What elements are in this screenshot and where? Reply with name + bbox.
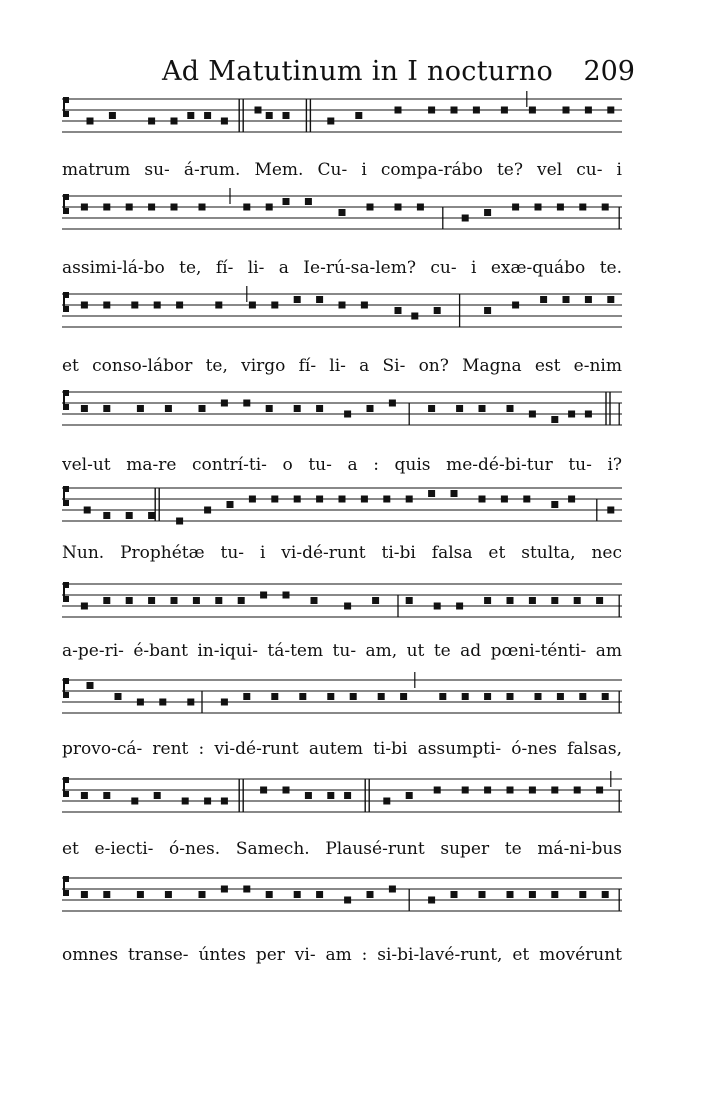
neume-note: [501, 107, 508, 114]
neume-note: [165, 891, 172, 898]
neume-note: [283, 112, 290, 119]
staff-svg: [62, 775, 622, 823]
chant-staff-4: [62, 388, 622, 436]
neume-note: [137, 405, 144, 412]
c-clef-icon: [63, 582, 69, 602]
neume-note: [602, 891, 609, 898]
neume-note: [103, 302, 110, 309]
lyric-line-wrap: [62, 738, 622, 762]
neume-note: [596, 597, 603, 604]
page-title: Ad Matutinum in I nocturno: [162, 56, 554, 87]
neume-note: [339, 209, 346, 216]
neume-note: [131, 302, 138, 309]
neume-note: [551, 787, 558, 794]
neume-note: [395, 307, 402, 314]
lyric-line-wrap: [62, 355, 622, 379]
lyric-line-wrap: [62, 257, 622, 281]
neume-note: [271, 496, 278, 503]
neume-note: [193, 597, 200, 604]
neume-note: [574, 597, 581, 604]
lyric-line-2: assimi-lá-bo te, fí- li- a Ie-rú-sa-lem? cu- i exæ-quábo te.: [62, 258, 622, 278]
neume-note: [266, 204, 273, 211]
neume-note: [585, 107, 592, 114]
lyric-line-5: Nun. Prophétæ tu- i vi-dé-runt ti-bi falsa et stulta, nec: [62, 543, 622, 563]
neume-note: [400, 693, 407, 700]
neume-note: [551, 597, 558, 604]
chant-staff-5: [62, 484, 622, 532]
staff-svg: [62, 95, 622, 143]
lyric-line-1: matrum su- á-rum. Mem. Cu- i compa-rábo te? vel cu- i: [62, 160, 622, 180]
neume-note: [103, 891, 110, 898]
neume-note: [103, 512, 110, 519]
neume-note: [215, 597, 222, 604]
lyric-line-wrap: [62, 159, 622, 183]
neume-note: [507, 693, 514, 700]
neume-note: [367, 891, 374, 898]
neume-note: [551, 416, 558, 423]
neume-note: [451, 891, 458, 898]
neume-note: [148, 512, 155, 519]
neume-note: [316, 405, 323, 412]
neume-note: [154, 302, 161, 309]
neume-note: [87, 682, 94, 689]
neume-note: [187, 699, 194, 706]
neume-note: [283, 592, 290, 599]
chant-staff-8: [62, 676, 622, 724]
neume-note: [602, 204, 609, 211]
neume-note: [361, 302, 368, 309]
neume-note: [507, 787, 514, 794]
neume-note: [255, 107, 262, 114]
neume-note: [484, 787, 491, 794]
neume-note: [507, 405, 514, 412]
neume-note: [243, 400, 250, 407]
neume-note: [221, 400, 228, 407]
neume-note: [294, 891, 301, 898]
neume-note: [103, 405, 110, 412]
neume-note: [563, 107, 570, 114]
c-clef-icon: [63, 678, 69, 698]
page-header: [62, 52, 635, 92]
neume-note: [574, 787, 581, 794]
neume-note: [84, 507, 91, 514]
neume-note: [344, 411, 351, 418]
neume-note: [103, 597, 110, 604]
neume-note: [551, 891, 558, 898]
neume-note: [456, 603, 463, 610]
neume-note: [529, 107, 536, 114]
neume-note: [540, 296, 547, 303]
neume-note: [361, 496, 368, 503]
neume-note: [383, 496, 390, 503]
neume-note: [221, 699, 228, 706]
neume-note: [473, 107, 480, 114]
staff-svg: [62, 484, 622, 532]
neume-note: [484, 693, 491, 700]
neume-note: [221, 798, 228, 805]
neume-note: [87, 118, 94, 125]
neume-note: [607, 296, 614, 303]
lyric-line-wrap: [62, 454, 622, 478]
neume-note: [428, 897, 435, 904]
neume-note: [344, 603, 351, 610]
neume-note: [428, 490, 435, 497]
neume-note: [479, 405, 486, 412]
neume-note: [529, 597, 536, 604]
neume-note: [327, 693, 334, 700]
neume-note: [344, 897, 351, 904]
c-clef-icon: [63, 194, 69, 214]
neume-note: [176, 518, 183, 525]
neume-note: [579, 693, 586, 700]
neume-note: [451, 107, 458, 114]
neume-note: [199, 405, 206, 412]
neume-note: [271, 693, 278, 700]
neume-note: [389, 400, 396, 407]
neume-note: [176, 302, 183, 309]
neume-note: [81, 302, 88, 309]
neume-note: [367, 405, 374, 412]
neume-note: [479, 496, 486, 503]
neume-note: [484, 209, 491, 216]
neume-note: [579, 891, 586, 898]
neume-note: [294, 405, 301, 412]
neume-note: [137, 891, 144, 898]
neume-note: [81, 891, 88, 898]
neume-note: [159, 699, 166, 706]
neume-note: [355, 112, 362, 119]
neume-note: [367, 204, 374, 211]
neume-note: [339, 496, 346, 503]
neume-note: [165, 405, 172, 412]
neume-note: [305, 198, 312, 205]
c-clef-icon: [63, 486, 69, 506]
neume-note: [607, 507, 614, 514]
neume-note: [462, 215, 469, 222]
neume-note: [199, 204, 206, 211]
neume-note: [395, 204, 402, 211]
neume-note: [434, 307, 441, 314]
neume-note: [311, 597, 318, 604]
neume-note: [187, 112, 194, 119]
neume-note: [299, 693, 306, 700]
neume-note: [316, 891, 323, 898]
neume-note: [227, 501, 234, 508]
neume-note: [260, 787, 267, 794]
neume-note: [484, 597, 491, 604]
neume-note: [103, 204, 110, 211]
neume-note: [249, 302, 256, 309]
neume-note: [568, 496, 575, 503]
neume-note: [327, 118, 334, 125]
neume-note: [126, 204, 133, 211]
neume-note: [171, 204, 178, 211]
staff-svg: [62, 290, 622, 338]
neume-note: [316, 296, 323, 303]
neume-note: [243, 693, 250, 700]
c-clef-icon: [63, 97, 69, 117]
lyric-line-wrap: [62, 944, 622, 968]
neume-note: [523, 496, 530, 503]
staff-svg: [62, 676, 622, 724]
neume-note: [204, 507, 211, 514]
neume-note: [456, 405, 463, 412]
chant-staff-7: [62, 580, 622, 628]
neume-note: [81, 405, 88, 412]
neume-note: [126, 597, 133, 604]
neume-note: [204, 112, 211, 119]
neume-note: [563, 296, 570, 303]
neume-note: [266, 112, 273, 119]
chant-staff-1: [62, 95, 622, 143]
neume-note: [350, 693, 357, 700]
neume-note: [462, 693, 469, 700]
neume-note: [462, 787, 469, 794]
neume-note: [484, 307, 491, 314]
neume-note: [529, 411, 536, 418]
neume-note: [243, 204, 250, 211]
neume-note: [109, 112, 116, 119]
neume-note: [535, 693, 542, 700]
neume-note: [529, 891, 536, 898]
neume-note: [501, 496, 508, 503]
neume-note: [607, 107, 614, 114]
lyric-line-4: vel-ut ma-re contrí-ti- o tu- a : quis me-dé-bi-tur tu- i?: [62, 455, 622, 475]
neume-note: [378, 693, 385, 700]
neume-note: [434, 787, 441, 794]
neume-note: [204, 798, 211, 805]
chant-staff-9: [62, 775, 622, 823]
staff-svg: [62, 874, 622, 922]
neume-note: [439, 693, 446, 700]
neume-note: [249, 496, 256, 503]
neume-note: [383, 798, 390, 805]
neume-note: [344, 792, 351, 799]
staff-svg: [62, 192, 622, 240]
neume-note: [182, 798, 189, 805]
neume-note: [238, 597, 245, 604]
neume-note: [557, 204, 564, 211]
chant-staff-2: [62, 192, 622, 240]
neume-note: [305, 792, 312, 799]
neume-note: [137, 699, 144, 706]
lyric-line-wrap: [62, 542, 622, 566]
lyric-line-wrap: [62, 838, 622, 862]
staff-svg: [62, 388, 622, 436]
c-clef-icon: [63, 292, 69, 312]
neume-note: [568, 411, 575, 418]
neume-note: [154, 792, 161, 799]
neume-note: [529, 787, 536, 794]
neume-note: [316, 496, 323, 503]
neume-note: [221, 886, 228, 893]
neume-note: [266, 405, 273, 412]
neume-note: [596, 787, 603, 794]
neume-note: [266, 891, 273, 898]
lyric-line-7: a-pe-ri- é-bant in-iqui- tá-tem tu- am, ut te ad pœni-ténti- am: [62, 641, 622, 661]
neume-note: [535, 204, 542, 211]
neume-note: [579, 204, 586, 211]
neume-note: [479, 891, 486, 898]
neume-note: [294, 496, 301, 503]
chant-staff-10: [62, 874, 622, 922]
neume-note: [372, 597, 379, 604]
lyric-line-10: omnes transe- úntes per vi- am : si-bi-lavé-runt, et movérunt: [62, 945, 622, 965]
neume-note: [283, 198, 290, 205]
neume-note: [451, 490, 458, 497]
neume-note: [148, 204, 155, 211]
neume-note: [126, 512, 133, 519]
c-clef-icon: [63, 777, 69, 797]
neume-note: [131, 798, 138, 805]
neume-note: [411, 313, 418, 320]
neume-note: [428, 107, 435, 114]
neume-note: [406, 597, 413, 604]
neume-note: [294, 296, 301, 303]
neume-note: [115, 693, 122, 700]
neume-note: [81, 204, 88, 211]
neume-note: [81, 603, 88, 610]
neume-note: [585, 411, 592, 418]
neume-note: [199, 891, 206, 898]
c-clef-icon: [63, 876, 69, 896]
neume-note: [507, 597, 514, 604]
neume-note: [512, 302, 519, 309]
lyric-line-8: provo-cá- rent : vi-dé-runt autem ti-bi assumpti- ó-nes falsas,: [62, 739, 622, 759]
neume-note: [271, 302, 278, 309]
neume-note: [428, 405, 435, 412]
neume-note: [171, 118, 178, 125]
neume-note: [103, 792, 110, 799]
neume-note: [389, 886, 396, 893]
neume-note: [417, 204, 424, 211]
lyric-line-3: et conso-lábor te, virgo fí- li- a Si- on? Magna est e-nim: [62, 356, 622, 376]
neume-note: [551, 501, 558, 508]
lyric-line-wrap: [62, 640, 622, 664]
neume-note: [602, 693, 609, 700]
c-clef-icon: [63, 390, 69, 410]
neume-note: [81, 792, 88, 799]
page-number: 209: [583, 56, 635, 87]
neume-note: [215, 302, 222, 309]
neume-note: [395, 107, 402, 114]
neume-note: [406, 792, 413, 799]
lyric-line-9: et e-iecti- ó-nes. Samech. Plausé-runt super te má-ni-bus: [62, 839, 622, 859]
neume-note: [171, 597, 178, 604]
staff-svg: [62, 580, 622, 628]
chant-staff-3: [62, 290, 622, 338]
neume-note: [327, 792, 334, 799]
neume-note: [434, 603, 441, 610]
neume-note: [339, 302, 346, 309]
neume-note: [260, 592, 267, 599]
neume-note: [243, 886, 250, 893]
neume-note: [221, 118, 228, 125]
neume-note: [148, 118, 155, 125]
neume-note: [585, 296, 592, 303]
neume-note: [406, 496, 413, 503]
neume-note: [507, 891, 514, 898]
neume-note: [557, 693, 564, 700]
neume-note: [283, 787, 290, 794]
neume-note: [148, 597, 155, 604]
neume-note: [512, 204, 519, 211]
